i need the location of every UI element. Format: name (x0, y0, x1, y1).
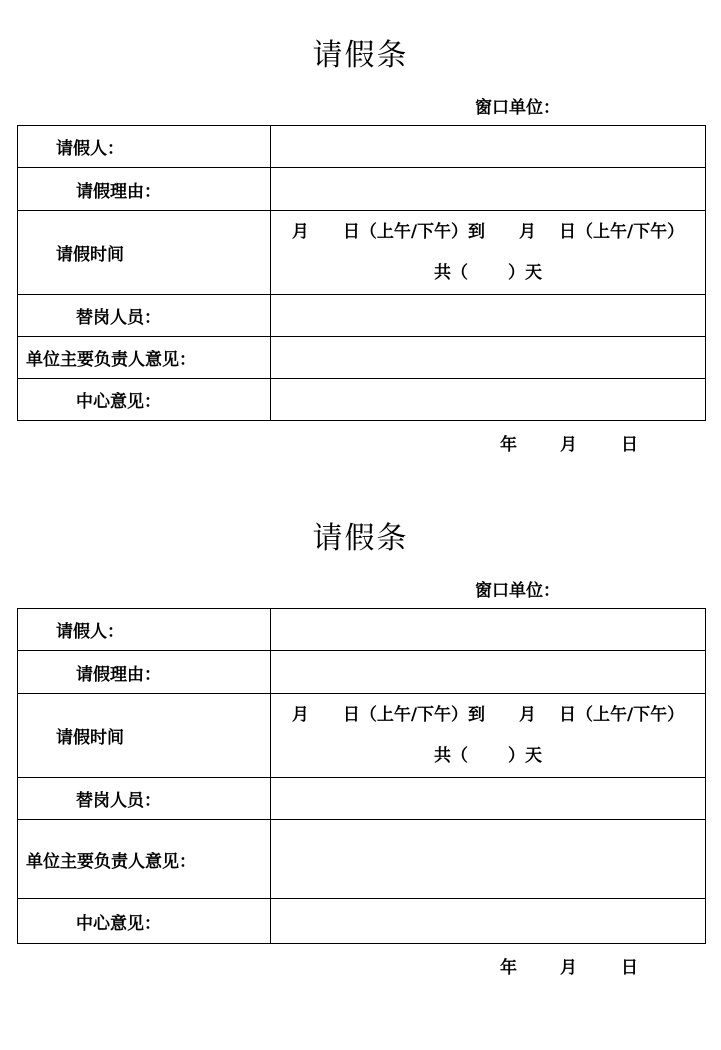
form-title: 请假条 (312, 38, 409, 73)
table-row (18, 899, 706, 944)
center-opinion-label: 中心意见： (18, 899, 271, 944)
unit-head-opinion-label: 单位主要负责人意见： (18, 337, 271, 379)
leave-form-table (17, 608, 706, 944)
substitute-field[interactable] (271, 295, 706, 337)
window-unit-label: 窗口单位： (475, 98, 560, 118)
table-row (18, 168, 706, 211)
table-row (18, 211, 706, 295)
window-unit-label: 窗口单位： (475, 581, 560, 601)
table-row (18, 820, 706, 899)
date-year: 年 (500, 435, 517, 455)
table-row (18, 609, 706, 651)
substitute-label: 替岗人员： (18, 778, 271, 820)
center-opinion-label: 中心意见： (18, 379, 271, 421)
substitute-field[interactable] (271, 778, 706, 820)
unit-head-opinion-label: 单位主要负责人意见： (18, 820, 271, 899)
applicant-label: 请假人： (18, 126, 271, 168)
table-row (18, 337, 706, 379)
table-row (18, 295, 706, 337)
table-row (18, 651, 706, 694)
substitute-label: 替岗人员： (18, 295, 271, 337)
period-days-text: 共（ ）天 (434, 262, 542, 283)
period-field[interactable] (271, 211, 706, 295)
reason-field[interactable] (271, 168, 706, 211)
period-range-text: 月 日（上午/下午）到 月 日（上午/下午） (291, 221, 685, 242)
date-month: 月 (560, 435, 577, 455)
applicant-field[interactable] (271, 126, 706, 168)
applicant-field[interactable] (271, 609, 706, 651)
table-row (18, 694, 706, 778)
table-row (18, 379, 706, 421)
leave-form-table (17, 125, 706, 421)
unit-head-opinion-field[interactable] (271, 820, 706, 899)
period-field[interactable] (271, 694, 706, 778)
date-year: 年 (500, 958, 517, 978)
table-row (18, 778, 706, 820)
date-day: 日 (621, 958, 638, 978)
table-row (18, 126, 706, 168)
period-label: 请假时间 (18, 694, 271, 778)
applicant-label: 请假人： (18, 609, 271, 651)
date-day: 日 (621, 435, 638, 455)
center-opinion-field[interactable] (271, 379, 706, 421)
reason-field[interactable] (271, 651, 706, 694)
period-range-text: 月 日（上午/下午）到 月 日（上午/下午） (291, 704, 685, 725)
center-opinion-field[interactable] (271, 899, 706, 944)
unit-head-opinion-field[interactable] (271, 337, 706, 379)
period-label: 请假时间 (18, 211, 271, 295)
form-title: 请假条 (312, 521, 409, 556)
period-days-text: 共（ ）天 (434, 745, 542, 766)
date-month: 月 (560, 958, 577, 978)
reason-label: 请假理由： (18, 651, 271, 694)
reason-label: 请假理由： (18, 168, 271, 211)
